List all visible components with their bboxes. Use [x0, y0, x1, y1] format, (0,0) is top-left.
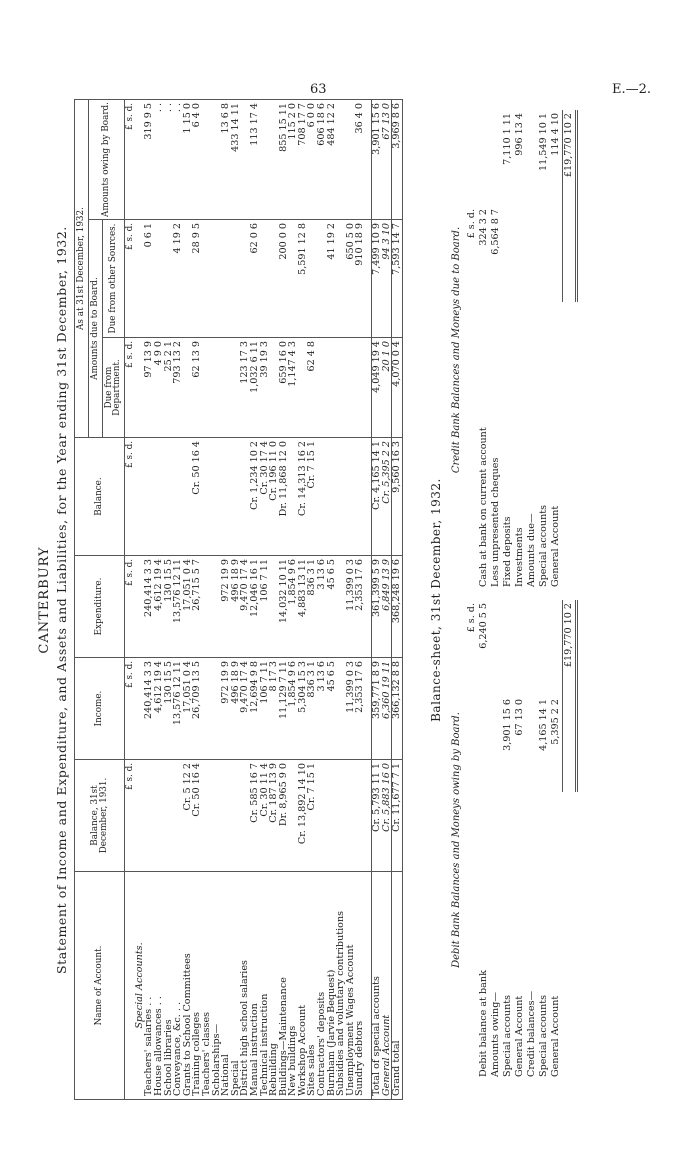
list-item — [550, 110, 563, 590]
item-amount — [490, 110, 502, 206]
table-row — [192, 100, 202, 1100]
credit-side — [452, 110, 578, 590]
list-item — [538, 110, 550, 590]
amount-cell — [202, 658, 212, 760]
item-amount — [490, 696, 502, 792]
item-amount: 4,165 14 1 — [538, 699, 550, 751]
amount-cell: Cr. 50 16 4 — [192, 438, 202, 556]
amount-cell: 0 6 1 — [144, 220, 154, 338]
statement-title: Statement of Income and Expenditure, and Assets and Liabilities, for the Year ending 31st December, 1932. — [54, 226, 69, 974]
amount-cell — [336, 760, 346, 872]
amount-cell: 12,694 9 8 — [250, 658, 260, 760]
unit-cell: £ s. d. — [125, 220, 135, 338]
amount-cell — [202, 438, 212, 556]
amount-cell: 359,771 8 9 — [372, 658, 382, 760]
statement-table — [74, 99, 403, 1100]
amount-cell — [231, 760, 241, 872]
amount-cell: 8 17 3 — [269, 658, 279, 760]
amount-cell: 1,854 9 6 — [288, 556, 298, 658]
col-due-to-board-header: Amounts due to Board. — [88, 220, 102, 438]
amount-cell: 11,399 0 3 — [346, 658, 356, 760]
amount-cell: 6,360 19 11 — [382, 658, 392, 760]
amount-cell — [260, 100, 270, 220]
amount-cell: 1,854 9 6 — [288, 658, 298, 760]
grand-total-row — [392, 100, 403, 1100]
amount-cell — [144, 438, 154, 556]
amount-cell: Dr. 11,868 12 0 — [279, 438, 289, 556]
amount-cell — [212, 338, 222, 438]
item-amount — [538, 600, 550, 696]
amount-cell — [336, 100, 346, 220]
item-amount: 11,549 10 1 — [538, 113, 550, 171]
account-name-cell: National — [221, 872, 231, 1100]
account-name-cell: Contractors' deposits — [317, 872, 327, 1100]
amount-cell: 20 1 0 — [382, 338, 392, 438]
col-due-dept-header: Due from Department. — [102, 338, 125, 438]
amount-cell — [202, 556, 212, 658]
amount-cell: Cr. 5 12 2 — [183, 760, 193, 872]
item-amount — [502, 600, 514, 696]
amount-cell: 115 2 0 — [288, 100, 298, 220]
amount-cell: 6,849 13 9 — [382, 556, 392, 658]
list-item — [490, 600, 502, 1080]
account-name-cell: Special — [231, 872, 241, 1100]
amount-cell: 855 15 11 — [279, 100, 289, 220]
amount-cell: 496 18 9 — [231, 658, 241, 760]
amount-cell: 94 3 10 — [382, 220, 392, 338]
col-as-at-header: As at 31st December, 1932. — [75, 100, 89, 438]
amount-cell: . . — [154, 100, 164, 220]
account-name-cell: Rebuilding — [269, 872, 279, 1100]
amount-cell: Cr. 13,892 14 10 — [298, 760, 308, 872]
debit-side — [452, 600, 578, 1080]
item-amount — [526, 206, 538, 302]
place-heading: CANTERBURY — [37, 546, 52, 654]
amount-cell — [202, 760, 212, 872]
amount-cell: 484 12 2 — [327, 100, 337, 220]
amount-cell: 4,070 0 4 — [392, 338, 403, 438]
amount-cell — [346, 760, 356, 872]
amount-cell: 200 0 0 — [279, 220, 289, 338]
item-amount — [478, 110, 490, 206]
amount-cell: Cr. 196 11 0 — [269, 438, 279, 556]
item-amount — [526, 110, 538, 206]
account-name-cell: New buildings — [288, 872, 298, 1100]
col-expenditure-header: Expenditure. — [75, 556, 125, 658]
amount-cell — [154, 760, 164, 872]
amount-cell: 11,399 0 3 — [346, 556, 356, 658]
list-item — [502, 600, 514, 1080]
credit-title: Credit Bank Balances and Moneys due to Board. — [451, 226, 462, 474]
amount-cell: 433 14 11 — [231, 100, 241, 220]
amount-cell — [336, 438, 346, 556]
total-amount: £19,770 10 2 — [563, 600, 577, 696]
item-amount: 5,395 2 2 — [550, 699, 562, 745]
amount-cell: 3,901 15 6 — [372, 100, 382, 220]
item-amount — [526, 696, 538, 792]
report-reference: E.—2. — [612, 82, 652, 97]
amount-cell — [317, 760, 327, 872]
amount-cell — [154, 220, 164, 338]
item-amount: 6,564 8 7 — [490, 209, 502, 255]
amount-cell: 14,032 10 11 — [279, 556, 289, 658]
unit-cell: £ s. d. — [125, 438, 135, 556]
unit-cell: £ s. d. — [125, 100, 135, 220]
amount-cell: 1,147 4 3 — [288, 338, 298, 438]
col-balance-header: Balance. — [75, 438, 125, 556]
amount-cell: 4 9 0 — [154, 338, 164, 438]
amount-cell — [317, 438, 327, 556]
debit-title: Debit Bank Balances and Moneys owing by Board. — [451, 712, 462, 968]
amount-cell: Cr. 14,313 16 2 — [298, 438, 308, 556]
amount-cell — [202, 100, 212, 220]
account-name-cell: House allowances . . — [154, 872, 164, 1100]
amount-cell: 7,593 14 7 — [392, 220, 403, 338]
item-amount — [550, 600, 563, 696]
list-item — [490, 110, 502, 590]
item-label: Amounts due— — [526, 513, 538, 587]
amount-cell: 106 7 11 — [260, 658, 270, 760]
amount-cell: Cr. 5,395 2 2 — [382, 438, 392, 556]
account-name-cell: Technical instruction — [260, 872, 270, 1100]
amount-cell: 836 3 1 — [307, 658, 317, 760]
amount-cell: 9,560 16 3 — [392, 438, 403, 556]
account-name-cell: Teachers' salaries . . — [144, 872, 154, 1100]
item-amount — [514, 600, 526, 696]
amount-cell — [307, 220, 317, 338]
amount-cell: 67 13 0 — [382, 100, 392, 220]
account-name-cell: Conveyance, &c. . . — [173, 872, 183, 1100]
table-row — [307, 100, 317, 1100]
amount-cell: 9,470 17 4 — [240, 658, 250, 760]
item-amount: 6,240 5 5 — [478, 603, 490, 649]
amount-cell: 1 15 0 — [183, 100, 193, 220]
item-label: Debit balance at bank — [478, 970, 490, 1077]
amount-cell: Cr. 5,793 11 1 — [372, 760, 382, 872]
amount-cell: 25 2 1 — [164, 338, 174, 438]
unit-row — [466, 110, 478, 590]
rotated-page-body — [30, 80, 670, 1120]
amount-cell: 26,709 13 5 — [192, 658, 202, 760]
amount-cell — [202, 220, 212, 338]
amount-cell: 45 6 5 — [327, 556, 337, 658]
account-name-cell: School libraries — [164, 872, 174, 1100]
item-amount: 67 13 0 — [514, 699, 526, 736]
amount-cell: 17,051 0 4 — [183, 556, 193, 658]
amount-cell — [173, 438, 183, 556]
amount-cell: 650 5 0 — [346, 220, 356, 338]
amount-cell: 26,715 5 7 — [192, 556, 202, 658]
item-label: Special accounts — [538, 504, 550, 587]
account-name-cell: Grand total — [392, 872, 403, 1100]
amount-cell: Cr. 7 15 1 — [307, 760, 317, 872]
amount-cell: 6 0 0 — [307, 100, 317, 220]
account-name-cell: Subsidies and voluntary contributions — [336, 872, 346, 1100]
amount-cell: 17,051 0 4 — [183, 658, 193, 760]
amount-cell: 13,576 12 11 — [173, 658, 183, 760]
section-label: Special Accounts. — [135, 872, 145, 1100]
account-name-cell: Grants to School Committees — [183, 872, 193, 1100]
total-amount: £19,770 10 2 — [563, 110, 577, 206]
amount-cell — [144, 760, 154, 872]
page-number: 63 — [310, 82, 327, 97]
item-label: Less unpresented cheques — [490, 457, 502, 587]
amount-cell — [327, 438, 337, 556]
amount-cell — [164, 760, 174, 872]
amount-cell: Cr. 187 13 9 — [269, 760, 279, 872]
col-owing-header: Amounts owing by Board. — [88, 100, 124, 220]
account-name-cell: District high school salaries — [240, 872, 250, 1100]
item-label: Amounts owing— — [490, 992, 502, 1077]
amount-cell — [212, 760, 222, 872]
amount-cell: 11,129 7 11 — [279, 658, 289, 760]
debit-table — [466, 600, 578, 1080]
item-amount: 114 4 10 — [550, 113, 562, 156]
amount-cell: 7,499 10 9 — [372, 220, 382, 338]
credit-table — [466, 110, 578, 590]
amount-cell — [212, 438, 222, 556]
amount-cell: 3 13 6 — [317, 556, 327, 658]
amount-cell — [327, 760, 337, 872]
account-name-cell: Manual instruction — [250, 872, 260, 1100]
item-amount — [526, 600, 538, 696]
unit-cell: £ s. d. — [125, 556, 135, 658]
amount-cell: 5,304 15 3 — [298, 658, 308, 760]
amount-cell: 62 0 6 — [250, 220, 260, 338]
item-label: Fixed deposits — [502, 516, 514, 587]
item-amount — [514, 206, 526, 302]
amount-cell: . . — [164, 100, 174, 220]
amount-cell — [346, 338, 356, 438]
amount-cell — [336, 338, 346, 438]
item-label: Investments — [514, 527, 526, 587]
item-amount: 3,901 15 6 — [502, 699, 514, 751]
amount-cell: 2,353 17 6 — [355, 658, 365, 760]
amount-cell: 3,969 8 6 — [392, 100, 403, 220]
amount-cell: Cr. 7 15 1 — [307, 438, 317, 556]
item-label: General Account — [550, 995, 562, 1077]
item-amount — [502, 206, 514, 302]
amount-cell: 4,883 13 11 — [298, 556, 308, 658]
amount-cell: 368,248 19 6 — [392, 556, 403, 658]
amount-cell: Cr. 5,883 16 0 — [382, 760, 392, 872]
table-row — [298, 100, 308, 1100]
amount-cell: Cr. 1,234 10 2 — [250, 438, 260, 556]
amount-cell: 366,132 8 8 — [392, 658, 403, 760]
account-name-cell: Training colleges — [192, 872, 202, 1100]
item-label: General Account — [550, 505, 562, 587]
account-name-cell: Burnham (Jarvie Bequest) — [327, 872, 337, 1100]
amount-cell: Cr. 11,677 7 1 — [392, 760, 403, 872]
unit-cell: £ s. d. — [466, 209, 478, 239]
account-name-cell: Sites sales — [307, 872, 317, 1100]
amount-cell: Cr. 4,165 14 1 — [372, 438, 382, 556]
amount-cell: 123 17 3 — [240, 338, 250, 438]
item-label: Special accounts — [538, 994, 550, 1077]
account-name-cell: Scholarships— — [212, 872, 222, 1100]
amount-cell: 496 18 9 — [231, 556, 241, 658]
total-row — [563, 110, 577, 590]
account-name-cell: Teachers' classes — [202, 872, 212, 1100]
amount-cell — [346, 438, 356, 556]
table-row — [355, 100, 365, 1100]
amount-cell: 130 15 5 — [164, 556, 174, 658]
amount-cell: 13 6 8 — [221, 100, 231, 220]
amount-cell: 13,576 12 11 — [173, 556, 183, 658]
account-name-cell: Sundry debtors — [355, 872, 365, 1100]
amount-cell: 606 18 6 — [317, 100, 327, 220]
amount-cell: 106 7 11 — [260, 556, 270, 658]
list-item — [526, 110, 538, 590]
item-amount — [478, 696, 490, 792]
account-name-cell: Total of special accounts — [372, 872, 382, 1100]
amount-cell: 9,470 17 4 — [240, 556, 250, 658]
total-row — [563, 600, 577, 1080]
amount-cell: 62 4 8 — [307, 338, 317, 438]
amount-cell: 130 15 5 — [164, 658, 174, 760]
amount-cell: Cr. 30 17 4 — [260, 438, 270, 556]
table-row — [260, 100, 270, 1100]
balance-sheet-title: Balance-sheet, 31st December, 1932. — [429, 478, 443, 722]
amount-cell: 97 13 9 — [144, 338, 154, 438]
amount-cell — [221, 438, 231, 556]
amount-cell: 1,032 6 11 — [250, 338, 260, 438]
account-name-cell: Workshop Account — [298, 872, 308, 1100]
amount-cell — [221, 760, 231, 872]
amount-cell: 240,414 3 3 — [144, 658, 154, 760]
list-item — [478, 110, 490, 590]
unit-row — [466, 600, 478, 1080]
item-label: Credit balances— — [526, 990, 538, 1077]
amount-cell: Dr. 8,965 9 0 — [279, 760, 289, 872]
general-account-row — [382, 100, 392, 1100]
amount-cell — [221, 338, 231, 438]
amount-cell: 4,049 19 4 — [372, 338, 382, 438]
list-item — [514, 600, 526, 1080]
list-item — [538, 600, 550, 1080]
unit-cell: £ s. d. — [125, 658, 135, 760]
amount-cell: 4,612 19 4 — [154, 658, 164, 760]
amount-cell: 45 6 5 — [327, 658, 337, 760]
amount-cell: 5,591 12 8 — [298, 220, 308, 338]
item-amount: 324 3 2 — [478, 209, 490, 246]
item-amount — [550, 206, 563, 302]
amount-cell: 113 17 4 — [250, 100, 260, 220]
unit-cell: £ s. d. — [125, 338, 135, 438]
amount-cell: 972 19 9 — [221, 658, 231, 760]
amount-cell: 972 19 9 — [221, 556, 231, 658]
amount-cell — [221, 220, 231, 338]
account-name-cell: Buildings—Maintenance — [279, 872, 289, 1100]
amount-cell: 2,353 17 6 — [355, 556, 365, 658]
amount-cell — [231, 220, 241, 338]
list-item — [478, 600, 490, 1080]
amount-cell: 4,612 19 4 — [154, 556, 164, 658]
col-income-header: Income. — [75, 658, 125, 760]
item-amount — [538, 206, 550, 302]
item-label: General Account — [514, 995, 526, 1077]
account-name-cell: Unemployment Wages Account — [346, 872, 356, 1100]
amount-cell — [154, 438, 164, 556]
amount-cell: 4 19 2 — [173, 220, 183, 338]
amount-cell: Cr. 30 11 4 — [260, 760, 270, 872]
unit-cell: £ s. d. — [466, 603, 478, 633]
amount-cell: 28 9 5 — [192, 220, 202, 338]
col-due-other-header: Due from other Sources. — [102, 220, 125, 338]
list-item — [550, 600, 563, 1080]
list-item — [514, 110, 526, 590]
amount-cell — [212, 220, 222, 338]
unit-cell: £ s. d. — [125, 760, 135, 872]
item-label: Cash at bank on current account — [478, 427, 490, 587]
item-amount — [490, 600, 502, 696]
amount-cell — [355, 760, 365, 872]
amount-cell — [231, 438, 241, 556]
amount-cell: 708 17 7 — [298, 100, 308, 220]
col-balance-start-header: Balance, 31st December, 1931. — [75, 760, 125, 872]
list-item — [526, 600, 538, 1080]
table-row — [202, 100, 212, 1100]
amount-cell: 41 19 2 — [327, 220, 337, 338]
amount-cell: 6 4 0 — [192, 100, 202, 220]
item-label: Special accounts — [502, 994, 514, 1077]
amount-cell: 62 13 9 — [192, 338, 202, 438]
amount-cell: 361,399 5 9 — [372, 556, 382, 658]
amount-cell — [260, 220, 270, 338]
amount-cell: 836 3 1 — [307, 556, 317, 658]
list-item — [502, 110, 514, 590]
amount-cell — [317, 338, 327, 438]
amount-cell: 39 19 3 — [260, 338, 270, 438]
amount-cell — [355, 438, 365, 556]
amount-cell: 240,414 3 3 — [144, 556, 154, 658]
amount-cell: . . — [173, 100, 183, 220]
amount-cell: 3 13 6 — [317, 658, 327, 760]
item-amount: 7,110 1 11 — [502, 113, 514, 165]
amount-cell — [327, 338, 337, 438]
amount-cell — [202, 338, 212, 438]
amount-cell — [355, 338, 365, 438]
amount-cell: Cr. 50 16 4 — [192, 760, 202, 872]
amount-cell: 12,046 16 1 — [250, 556, 260, 658]
amount-cell: 319 9 5 — [144, 100, 154, 220]
amount-cell: 659 16 0 — [279, 338, 289, 438]
amount-cell — [164, 438, 174, 556]
col-name-header: Name of Account. — [75, 872, 125, 1100]
amount-cell: 793 13 2 — [173, 338, 183, 438]
item-amount: 996 13 4 — [514, 113, 526, 156]
account-name-cell: General Account — [382, 872, 392, 1100]
amount-cell: 910 18 9 — [355, 220, 365, 338]
amount-cell: Cr. 585 16 7 — [250, 760, 260, 872]
amount-cell: 36 4 0 — [355, 100, 365, 220]
